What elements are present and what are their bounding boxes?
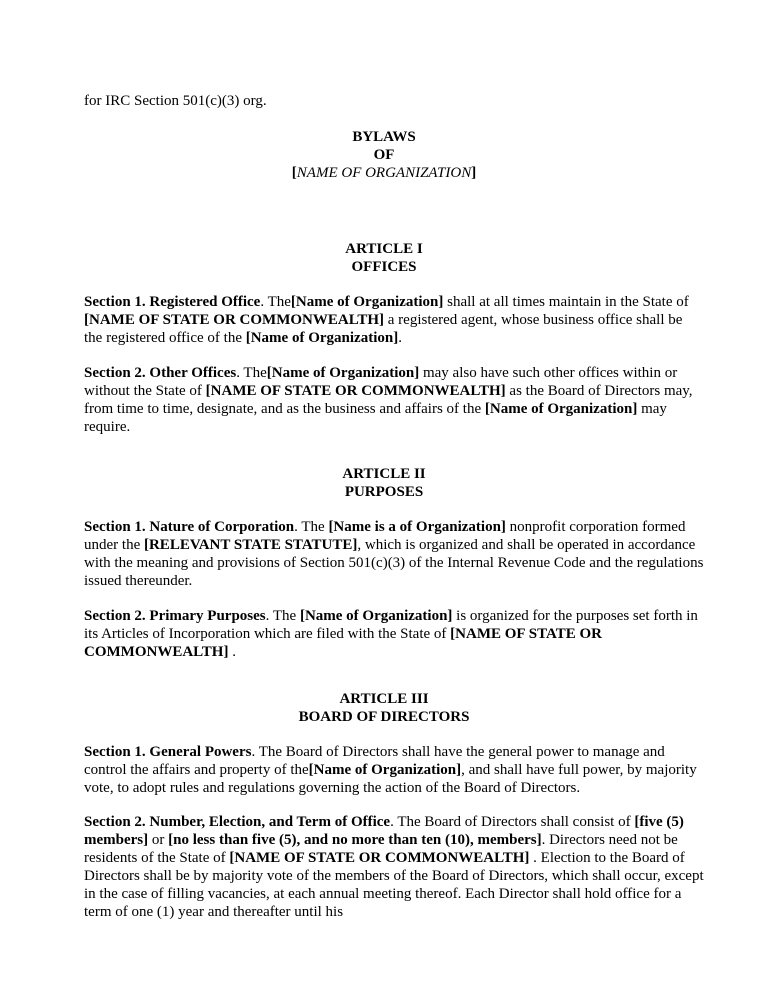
article-2-section-2: Section 2. Primary Purposes. The [Name of Organization] is organized for the purposes set forth in its Articles of Incorporation which are filed with the State of [NAME OF STATE OR COMMONWEALTH] . (84, 608, 698, 660)
article-1-number: ARTICLE I (345, 241, 423, 257)
article-3-title: BOARD OF DIRECTORS (298, 709, 470, 725)
title-bylaws: BYLAWS (352, 129, 416, 145)
document-title (0, 128, 768, 182)
article-2-heading (0, 465, 768, 501)
article-1-section-2: Section 2. Other Offices. The[Name of Organization] may also have such other offices within or without the State of [NAME OF STATE OR COMMONWEALTH] as the Board of Directors may, from time to time, designate, and as the business and affairs of the [Name of Organization] may require. (84, 365, 693, 435)
title-of: OF (373, 147, 395, 163)
article-2-section-1: Section 1. Nature of Corporation. The [Name is a of Organization] nonprofit corporation formed under the [RELEVANT STATE STATUTE], which is organized and shall be operated in accordance with the meaning and provisions of Section 501(c)(3) of the Internal Revenue Code and the regulations issued thereunder. (84, 519, 704, 589)
article-3-section-1: Section 1. General Powers. The Board of Directors shall have the general power to manage and control the affairs and property of the[Name of Organization], and shall have full power, by majority vote, to adopt rules and regulations governing the action of the Board of Directors. (84, 744, 697, 796)
article-1-heading (0, 240, 768, 276)
article-3-number: ARTICLE III (339, 691, 429, 707)
document-prefix: for IRC Section 501(c)(3) org. (84, 93, 267, 109)
article-1-section-1: Section 1. Registered Office. The[Name of Organization] shall at all times maintain in the State of [NAME OF STATE OR COMMONWEALTH] a registered agent, whose business office shall be the registered office of the [Name of Organization]. (84, 294, 689, 346)
article-1-title: OFFICES (351, 259, 417, 275)
article-2-number: ARTICLE II (342, 466, 426, 482)
article-2-title: PURPOSES (344, 484, 424, 500)
article-3-section-2: Section 2. Number, Election, and Term of Office. The Board of Directors shall consist of [five (5) members] or [no less than five (5), and no more than ten (10), members]. Directors need not be residents of the State of [NAME OF STATE OR COMMONWEALTH] . Election to the Board of Directors shall be by majority vote of the members of the Board of Directors, which shall occur, except in the case of filling vacancies, at each annual meeting thereof. Each Director shall hold office for a term of one (1) year and thereafter until his (84, 814, 704, 920)
article-3-heading (0, 690, 768, 726)
title-org-name: [NAME OF ORGANIZATION] (291, 165, 477, 181)
